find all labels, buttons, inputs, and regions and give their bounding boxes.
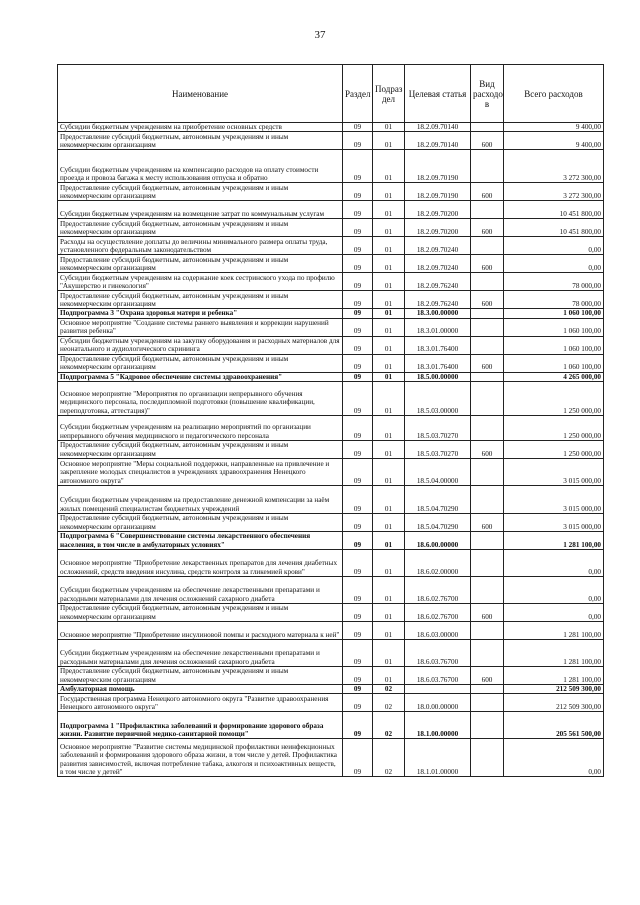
cell-total: 0,00 — [504, 255, 604, 273]
cell-podrazdel: 01 — [373, 513, 405, 531]
cell-vid — [471, 712, 504, 739]
table-row — [58, 132, 604, 150]
table-row — [58, 354, 604, 372]
cell-podrazdel: 01 — [373, 183, 405, 201]
cell-razdel: 09 — [343, 336, 373, 354]
cell-vid — [471, 576, 504, 603]
cell-razdel: 09 — [343, 237, 373, 255]
cell-total: 212 509 300,00 — [504, 684, 604, 693]
cell-total: 3 015 000,00 — [504, 458, 604, 485]
cell-podrazdel: 01 — [373, 237, 405, 255]
cell-target: 18.0.00.00000 — [405, 694, 471, 712]
cell-razdel: 09 — [343, 739, 373, 777]
cell-vid — [471, 531, 504, 549]
cell-total: 78 000,00 — [504, 291, 604, 309]
cell-podrazdel: 01 — [373, 549, 405, 576]
cell-vid — [471, 123, 504, 132]
cell-podrazdel: 01 — [373, 603, 405, 621]
cell-target: 18.5.00.00000 — [405, 372, 471, 381]
cell-target: 18.1.00.00000 — [405, 712, 471, 739]
cell-razdel: 09 — [343, 132, 373, 150]
cell-name: Основное мероприятие "Мероприятия по организации непрерывного обучения медицинского персонала, последипломной подготовки (повышение квалификации, переподготовка, аттестация)" — [58, 381, 343, 415]
cell-target: 18.5.04.70290 — [405, 513, 471, 531]
cell-total: 1 281 100,00 — [504, 666, 604, 684]
cell-total: 9 400,00 — [504, 123, 604, 132]
cell-vid — [471, 458, 504, 485]
cell-razdel: 09 — [343, 415, 373, 440]
cell-total: 1 060 100,00 — [504, 336, 604, 354]
cell-razdel: 09 — [343, 458, 373, 485]
table-row — [58, 183, 604, 201]
cell-name: Государственная программа Ненецкого автономного округа "Развитие здравоохранения Ненецкого автономного округа" — [58, 694, 343, 712]
cell-razdel: 09 — [343, 201, 373, 219]
cell-target: 18.2.09.70200 — [405, 201, 471, 219]
cell-vid: 600 — [471, 132, 504, 150]
cell-target: 18.2.09.70240 — [405, 237, 471, 255]
cell-total: 10 451 800,00 — [504, 201, 604, 219]
cell-total: 9 400,00 — [504, 132, 604, 150]
cell-razdel: 09 — [343, 712, 373, 739]
cell-name: Предоставление субсидий бюджетным, автономным учреждениям и иным некоммерческим организациям — [58, 291, 343, 309]
cell-razdel: 09 — [343, 603, 373, 621]
cell-target: 18.6.00.00000 — [405, 531, 471, 549]
table-row — [58, 318, 604, 336]
cell-podrazdel: 02 — [373, 712, 405, 739]
table-row — [58, 237, 604, 255]
cell-podrazdel: 01 — [373, 309, 405, 318]
cell-name: Субсидии бюджетным учреждениям на предоставление денежной компенсации за наём жилых помещений специалистам бюджетных учреждений — [58, 485, 343, 513]
cell-name: Предоставление субсидий бюджетным, автономным учреждениям и иным некоммерческим организациям — [58, 255, 343, 273]
cell-total: 10 451 800,00 — [504, 219, 604, 237]
table-row — [58, 201, 604, 219]
cell-target: 18.5.03.70270 — [405, 415, 471, 440]
cell-total: 1 060 100,00 — [504, 309, 604, 318]
cell-name: Основное мероприятие "Создание системы раннего выявления и коррекции нарушений развития ребенка" — [58, 318, 343, 336]
cell-name: Субсидии бюджетным учреждениям на реализацию мероприятий по организации непрерывного обучения медицинского и педагогического персонала — [58, 415, 343, 440]
column-header-podrazdel: Подраз дел — [373, 65, 405, 123]
cell-vid — [471, 372, 504, 381]
cell-podrazdel: 01 — [373, 415, 405, 440]
cell-podrazdel: 01 — [373, 458, 405, 485]
table-row — [58, 739, 604, 777]
table-row — [58, 513, 604, 531]
cell-vid — [471, 684, 504, 693]
cell-target: 18.2.09.70140 — [405, 123, 471, 132]
cell-podrazdel: 01 — [373, 381, 405, 415]
cell-target: 18.5.03.70270 — [405, 440, 471, 458]
cell-target: 18.5.04.70290 — [405, 485, 471, 513]
cell-podrazdel: 01 — [373, 372, 405, 381]
table-row — [58, 666, 604, 684]
cell-total: 1 060 100,00 — [504, 318, 604, 336]
table-row — [58, 415, 604, 440]
cell-target: 18.2.09.70240 — [405, 255, 471, 273]
cell-vid — [471, 201, 504, 219]
cell-total: 4 265 000,00 — [504, 372, 604, 381]
cell-podrazdel: 01 — [373, 255, 405, 273]
cell-target: 18.3.01.76400 — [405, 336, 471, 354]
cell-podrazdel: 01 — [373, 666, 405, 684]
cell-podrazdel: 02 — [373, 694, 405, 712]
cell-podrazdel: 02 — [373, 739, 405, 777]
cell-vid: 600 — [471, 513, 504, 531]
cell-target: 18.2.09.70140 — [405, 132, 471, 150]
column-header-name: Наименование — [58, 65, 343, 123]
table-row — [58, 309, 604, 318]
cell-name: Предоставление субсидий бюджетным, автономным учреждениям и иным некоммерческим организациям — [58, 183, 343, 201]
cell-podrazdel: 01 — [373, 354, 405, 372]
cell-total: 1 281 100,00 — [504, 639, 604, 666]
cell-razdel: 09 — [343, 513, 373, 531]
cell-name: Субсидии бюджетным учреждениям на обеспечение лекарственными препаратами и расходными материалами для лечения осложнений сахарного диабета — [58, 576, 343, 603]
cell-razdel: 09 — [343, 666, 373, 684]
table-row — [58, 531, 604, 549]
cell-target: 18.6.03.76700 — [405, 666, 471, 684]
cell-podrazdel: 01 — [373, 621, 405, 639]
cell-target: 18.2.09.70200 — [405, 219, 471, 237]
column-header-vid: Вид расходо в — [471, 65, 504, 123]
cell-target: 18.6.03.00000 — [405, 621, 471, 639]
cell-razdel: 09 — [343, 639, 373, 666]
cell-name: Предоставление субсидий бюджетным, автономным учреждениям и иным некоммерческим организациям — [58, 513, 343, 531]
cell-name: Предоставление субсидий бюджетным, автономным учреждениям и иным некоммерческим организациям — [58, 132, 343, 150]
cell-podrazdel: 01 — [373, 123, 405, 132]
cell-name: Основное мероприятие "Приобретение инсулиновой помпы и расходного материала к ней" — [58, 621, 343, 639]
table-row — [58, 621, 604, 639]
cell-target: 18.5.04.00000 — [405, 458, 471, 485]
page-number: 37 — [314, 29, 326, 41]
cell-name: Субсидии бюджетным учреждениям на закупку оборудования и расходных материалов для неонатального и аудиологического скрининга — [58, 336, 343, 354]
cell-podrazdel: 01 — [373, 336, 405, 354]
cell-vid — [471, 336, 504, 354]
cell-razdel: 09 — [343, 318, 373, 336]
cell-vid: 600 — [471, 354, 504, 372]
cell-razdel: 09 — [343, 354, 373, 372]
cell-razdel: 09 — [343, 183, 373, 201]
cell-name: Субсидии бюджетным учреждениям на компенсацию расходов на оплату стоимости проезда и провоза багажа к месту использования отпуска и обратно — [58, 150, 343, 183]
cell-target: 18.3.01.00000 — [405, 318, 471, 336]
cell-vid — [471, 621, 504, 639]
column-header-total: Всего расходов — [504, 65, 604, 123]
cell-total: 3 272 300,00 — [504, 183, 604, 201]
cell-name: Основное мероприятие "Меры социальной поддержки, направленные на привлечение и закрепление молодых специалистов в учреждениях здравоохранения Ненецкого автономного округа" — [58, 458, 343, 485]
cell-razdel: 09 — [343, 291, 373, 309]
cell-vid: 600 — [471, 666, 504, 684]
cell-target: 18.2.09.76240 — [405, 291, 471, 309]
cell-name: Подпрограмма 5 "Кадровое обеспечение системы здравоохранения" — [58, 372, 343, 381]
table-row — [58, 381, 604, 415]
cell-total: 0,00 — [504, 549, 604, 576]
cell-podrazdel: 02 — [373, 684, 405, 693]
cell-total: 78 000,00 — [504, 273, 604, 291]
cell-target: 18.1.01.00000 — [405, 739, 471, 777]
cell-podrazdel: 01 — [373, 639, 405, 666]
cell-vid — [471, 273, 504, 291]
cell-name: Предоставление субсидий бюджетным, автономным учреждениям и иным некоммерческим организациям — [58, 603, 343, 621]
cell-target: 18.5.03.00000 — [405, 381, 471, 415]
cell-target: 18.2.09.70190 — [405, 183, 471, 201]
cell-podrazdel: 01 — [373, 485, 405, 513]
cell-podrazdel: 01 — [373, 201, 405, 219]
cell-total: 212 509 300,00 — [504, 694, 604, 712]
cell-razdel: 09 — [343, 485, 373, 513]
table-row — [58, 712, 604, 739]
table-row — [58, 150, 604, 183]
cell-target: 18.3.00.00000 — [405, 309, 471, 318]
table-row — [58, 549, 604, 576]
cell-razdel: 09 — [343, 372, 373, 381]
cell-vid: 600 — [471, 183, 504, 201]
table-row — [58, 603, 604, 621]
cell-total: 1 250 000,00 — [504, 440, 604, 458]
cell-razdel: 09 — [343, 621, 373, 639]
cell-target: 18.6.02.76700 — [405, 603, 471, 621]
cell-razdel: 09 — [343, 694, 373, 712]
cell-name: Основное мероприятие "Приобретение лекарственных препаратов для лечения диабетных осложнений, средств введения инсулина, средств контроля за гликемией крови" — [58, 549, 343, 576]
cell-vid: 600 — [471, 291, 504, 309]
cell-podrazdel: 01 — [373, 291, 405, 309]
cell-total: 1 250 000,00 — [504, 415, 604, 440]
cell-vid — [471, 309, 504, 318]
table-row — [58, 639, 604, 666]
cell-total: 0,00 — [504, 739, 604, 777]
cell-total: 0,00 — [504, 576, 604, 603]
cell-razdel: 09 — [343, 440, 373, 458]
cell-target: 18.6.02.76700 — [405, 576, 471, 603]
table-row — [58, 291, 604, 309]
cell-name: Подпрограмма 6 "Совершенствование системы лекарственного обеспечения населения, в том числе в амбулаторных условиях" — [58, 531, 343, 549]
cell-total: 0,00 — [504, 603, 604, 621]
cell-vid — [471, 485, 504, 513]
cell-vid: 600 — [471, 603, 504, 621]
cell-vid: 600 — [471, 219, 504, 237]
table-row — [58, 255, 604, 273]
cell-vid — [471, 381, 504, 415]
cell-total: 0,00 — [504, 237, 604, 255]
column-header-razdel: Раздел — [343, 65, 373, 123]
table-row — [58, 576, 604, 603]
cell-razdel: 09 — [343, 273, 373, 291]
cell-razdel: 09 — [343, 531, 373, 549]
cell-razdel: 09 — [343, 255, 373, 273]
table-row — [58, 440, 604, 458]
table-row — [58, 684, 604, 693]
cell-razdel: 09 — [343, 684, 373, 693]
table-row — [58, 372, 604, 381]
budget-table — [57, 64, 604, 777]
cell-vid — [471, 415, 504, 440]
cell-name: Предоставление субсидий бюджетным, автономным учреждениям и иным некоммерческим организациям — [58, 354, 343, 372]
table-row — [58, 336, 604, 354]
cell-podrazdel: 01 — [373, 440, 405, 458]
cell-name: Расходы на осуществление доплаты до величины минимального размера оплаты труда, установленного федеральным законодательством — [58, 237, 343, 255]
cell-razdel: 09 — [343, 381, 373, 415]
cell-vid: 600 — [471, 440, 504, 458]
cell-name: Предоставление субсидий бюджетным, автономным учреждениям и иным некоммерческим организациям — [58, 666, 343, 684]
cell-vid — [471, 237, 504, 255]
cell-razdel: 09 — [343, 576, 373, 603]
cell-vid — [471, 739, 504, 777]
cell-podrazdel: 01 — [373, 132, 405, 150]
cell-vid — [471, 694, 504, 712]
cell-total: 1 281 100,00 — [504, 621, 604, 639]
cell-podrazdel: 01 — [373, 273, 405, 291]
cell-total: 3 015 000,00 — [504, 513, 604, 531]
cell-podrazdel: 01 — [373, 219, 405, 237]
cell-name: Подпрограмма 1 "Профилактика заболеваний и формирование здорового образа жизни. Развитие первичной медико-санитарной помощи" — [58, 712, 343, 739]
cell-target: 18.2.09.76240 — [405, 273, 471, 291]
cell-vid — [471, 549, 504, 576]
cell-name: Подпрограмма 3 "Охрана здоровья матери и ребенка" — [58, 309, 343, 318]
cell-name: Предоставление субсидий бюджетным, автономным учреждениям и иным некоммерческим организациям — [58, 440, 343, 458]
table-row — [58, 123, 604, 132]
table-row — [58, 273, 604, 291]
cell-vid — [471, 150, 504, 183]
cell-target: 18.6.03.76700 — [405, 639, 471, 666]
cell-vid — [471, 639, 504, 666]
cell-razdel: 09 — [343, 219, 373, 237]
table-row — [58, 458, 604, 485]
column-header-target: Целевая статья — [405, 65, 471, 123]
cell-name: Основное мероприятие "Развитие системы медицинской профилактики неинфекционных заболеваний и формирования здорового образа жизни, в том числе у детей. Профилактика развития зависимостей, включая потребление табака, алкоголя и психоактивных веществ, в том числе у детей" — [58, 739, 343, 777]
cell-name: Предоставление субсидий бюджетным, автономным учреждениям и иным некоммерческим организациям — [58, 219, 343, 237]
table-row — [58, 219, 604, 237]
cell-razdel: 09 — [343, 549, 373, 576]
cell-target: 18.2.09.70190 — [405, 150, 471, 183]
cell-name: Субсидии бюджетным учреждениям на содержание коек сестринского ухода по профилю "Акушерство и гинекология" — [58, 273, 343, 291]
cell-podrazdel: 01 — [373, 531, 405, 549]
cell-podrazdel: 01 — [373, 318, 405, 336]
cell-target: 18.3.01.76400 — [405, 354, 471, 372]
cell-name: Субсидии бюджетным учреждениям на приобретение основных средств — [58, 123, 343, 132]
table-row — [58, 485, 604, 513]
cell-name: Амбулаторная помощь — [58, 684, 343, 693]
cell-total: 1 060 100,00 — [504, 354, 604, 372]
table-header-row — [58, 65, 604, 123]
cell-podrazdel: 01 — [373, 150, 405, 183]
cell-name: Субсидии бюджетным учреждениям на обеспечение лекарственными препаратами и расходными материалами для лечения осложнений сахарного диабета — [58, 639, 343, 666]
cell-total: 1 281 100,00 — [504, 531, 604, 549]
cell-razdel: 09 — [343, 309, 373, 318]
cell-razdel: 09 — [343, 150, 373, 183]
cell-target: 18.6.02.00000 — [405, 549, 471, 576]
cell-vid: 600 — [471, 255, 504, 273]
cell-name: Субсидии бюджетным учреждениям на возмещение затрат по коммунальным услугам — [58, 201, 343, 219]
cell-target — [405, 684, 471, 693]
cell-podrazdel: 01 — [373, 576, 405, 603]
cell-total: 205 561 500,00 — [504, 712, 604, 739]
cell-razdel: 09 — [343, 123, 373, 132]
cell-total: 3 272 300,00 — [504, 150, 604, 183]
cell-vid — [471, 318, 504, 336]
table-body — [58, 123, 604, 777]
cell-total: 3 015 000,00 — [504, 485, 604, 513]
table-row — [58, 694, 604, 712]
cell-total: 1 250 000,00 — [504, 381, 604, 415]
